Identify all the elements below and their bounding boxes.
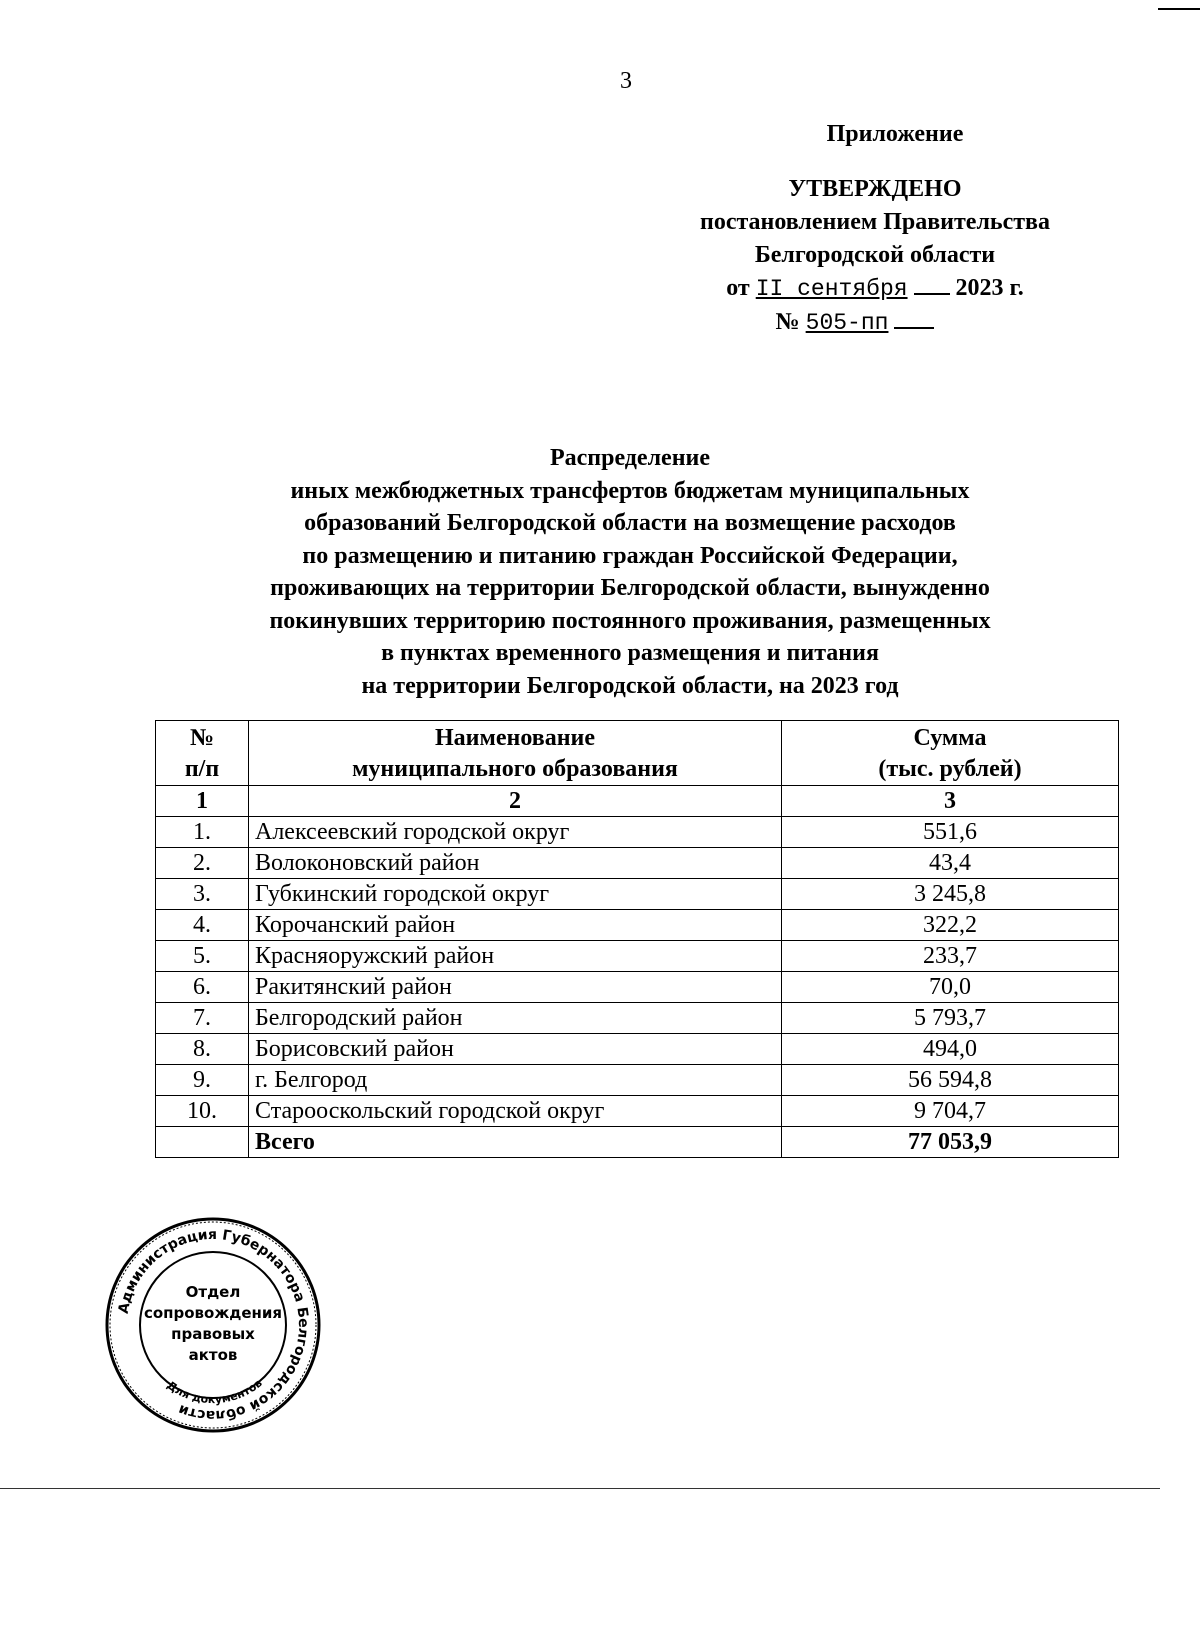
title-line: по размещению и питанию граждан Российской Федерации,	[302, 542, 958, 569]
title-line: проживающих на территории Белгородской области, вынужденно	[270, 575, 990, 601]
row-number: 6.	[156, 972, 249, 1003]
row-name: Волоконовский район	[249, 848, 782, 879]
row-name: Белгородский район	[249, 1003, 782, 1034]
table-header-row	[156, 721, 1119, 786]
column-number-row	[156, 786, 1119, 817]
row-sum: 5 793,7	[782, 1003, 1119, 1034]
row-name: Ракитянский район	[249, 972, 782, 1003]
column-number: 1	[156, 786, 249, 817]
title-line: на территории Белгородской области, на 2023 год	[361, 672, 899, 699]
header-number-line2: п/п	[184, 756, 220, 782]
page-divider-line	[0, 1488, 1160, 1489]
header-name-line1: Наименование	[435, 725, 595, 751]
row-sum: 70,0	[782, 972, 1119, 1003]
row-sum: 56 594,8	[782, 1065, 1119, 1096]
table-row	[156, 972, 1119, 1003]
row-name: Алексеевский городской округ	[249, 817, 782, 848]
row-number: 9.	[156, 1065, 249, 1096]
row-name: Красняоружский район	[249, 941, 782, 972]
row-sum: 43,4	[782, 848, 1119, 879]
row-name: Корочанский район	[249, 910, 782, 941]
table-row	[156, 910, 1119, 941]
header-number-line1: №	[189, 725, 215, 751]
row-number: 1.	[156, 817, 249, 848]
row-number: 8.	[156, 1034, 249, 1065]
approval-number-line	[620, 306, 1090, 340]
appendix-label: Приложение	[826, 121, 964, 147]
stamp-center-line: актов	[188, 1346, 238, 1364]
approval-block	[660, 118, 1090, 340]
row-sum: 233,7	[782, 941, 1119, 972]
row-name: Губкинский городской округ	[249, 879, 782, 910]
row-sum: 494,0	[782, 1034, 1119, 1065]
approval-line-2: Белгородской области	[754, 242, 996, 268]
page-number: 3	[620, 68, 632, 94]
row-number: 10.	[156, 1096, 249, 1127]
approval-date: II сентября	[755, 276, 908, 302]
table-row	[156, 848, 1119, 879]
row-sum: 551,6	[782, 817, 1119, 848]
row-number: 4.	[156, 910, 249, 941]
row-number: 5.	[156, 941, 249, 972]
stamp-ring-text: Администрация Губернатора Белгородской области	[115, 1226, 312, 1424]
title-line: покинувших территорию постоянного проживания, размещенных	[269, 607, 991, 634]
row-name: г. Белгород	[249, 1065, 782, 1096]
stamp-bottom-text: Для документов	[164, 1376, 265, 1407]
row-number: 2.	[156, 848, 249, 879]
row-name: Борисовский район	[249, 1034, 782, 1065]
table-row	[156, 1003, 1119, 1034]
header-sum	[782, 721, 1119, 786]
total-sum: 77 053,9	[782, 1127, 1119, 1158]
table-body	[156, 817, 1119, 1127]
table-row	[156, 1096, 1119, 1127]
table-row	[156, 817, 1119, 848]
header-number	[156, 721, 249, 786]
official-stamp	[103, 1215, 323, 1435]
from-label: от	[726, 275, 750, 301]
row-number: 3.	[156, 879, 249, 910]
table-row	[156, 941, 1119, 972]
table-row	[156, 1065, 1119, 1096]
header-sum-line2: (тыс. рублей)	[878, 756, 1022, 782]
approval-line-1: постановлением Правительства	[699, 209, 1050, 235]
title-line: образований Белгородской области на возмещение расходов	[304, 510, 956, 536]
header-sum-line1: Сумма	[913, 725, 987, 751]
total-row	[156, 1127, 1119, 1158]
stamp-center-line: Отдел	[185, 1283, 241, 1301]
title-line: в пунктах временного размещения и питания	[381, 640, 879, 666]
approval-date-line	[660, 272, 1090, 306]
row-number: 7.	[156, 1003, 249, 1034]
row-sum: 9 704,7	[782, 1096, 1119, 1127]
title-line: иных межбюджетных трансфертов бюджетам муниципальных	[290, 477, 970, 504]
document-title	[150, 442, 1110, 702]
row-name: Старооскольский городской округ	[249, 1096, 782, 1127]
total-empty-cell	[156, 1127, 249, 1158]
table-row	[156, 879, 1119, 910]
total-label: Всего	[249, 1127, 782, 1158]
approval-year: 2023 г.	[955, 275, 1024, 301]
corner-mark	[1158, 8, 1200, 10]
row-sum: 3 245,8	[782, 879, 1119, 910]
distribution-table	[155, 720, 1119, 1158]
header-name-line2: муниципального образования	[352, 756, 678, 782]
stamp-center-line: правовых	[171, 1325, 255, 1343]
header-name	[249, 721, 782, 786]
row-sum: 322,2	[782, 910, 1119, 941]
stamp-center-line: сопровождения	[143, 1304, 283, 1322]
number-label: №	[775, 309, 800, 335]
column-number: 2	[249, 786, 782, 817]
approval-number: 505-пп	[805, 310, 889, 336]
column-number: 3	[782, 786, 1119, 817]
table-row	[156, 1034, 1119, 1065]
approved-label: УТВЕРЖДЕНО	[788, 176, 962, 202]
title-heading: Распределение	[549, 445, 711, 471]
